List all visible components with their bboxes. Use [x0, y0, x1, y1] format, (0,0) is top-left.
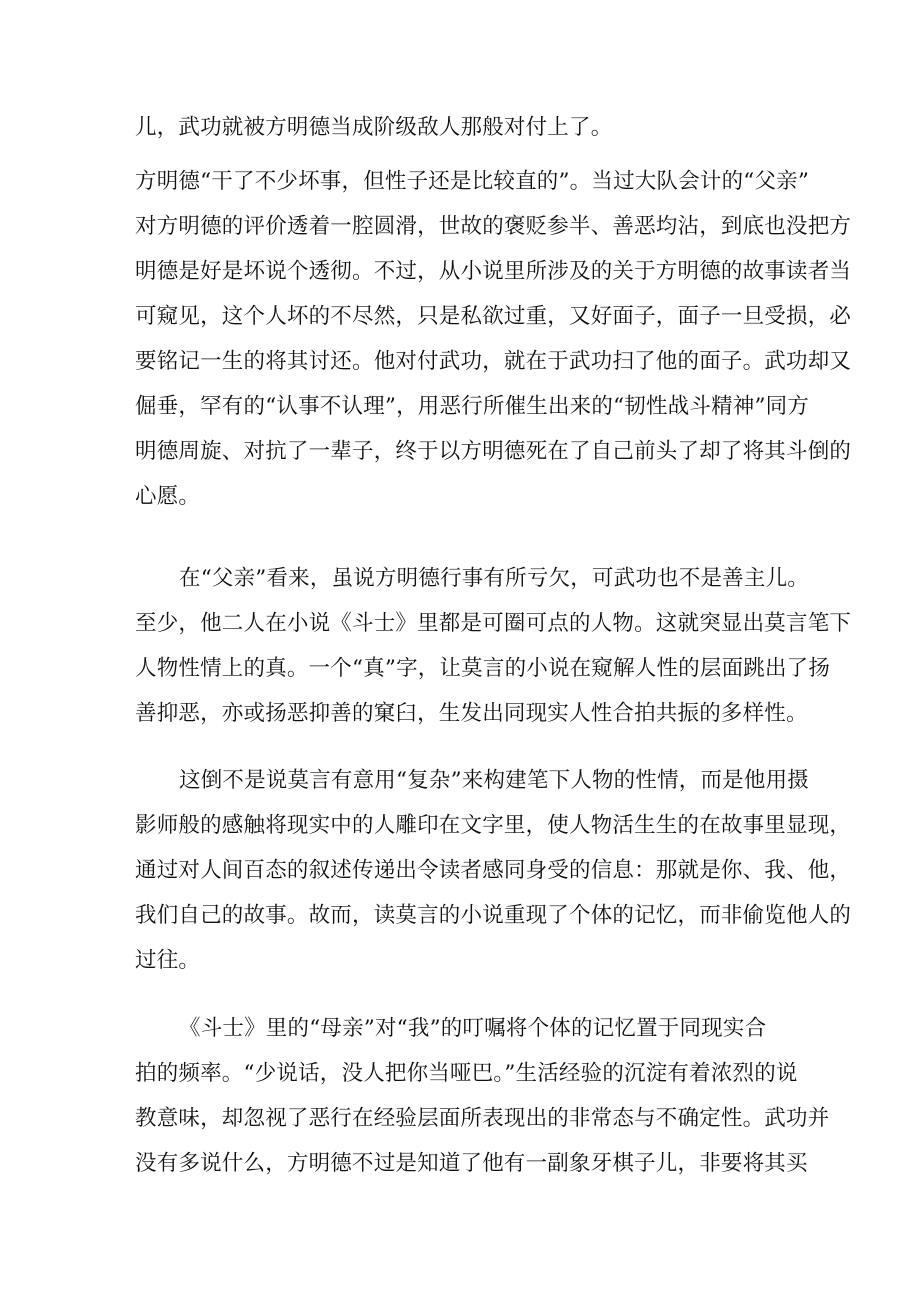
text-line: 过往。 — [135, 948, 201, 973]
paragraph-2 — [135, 159, 851, 519]
text-line: 没有多说什么，方明德不过是知道了他有一副象牙棋子儿，非要将其买 — [135, 1151, 808, 1176]
text-line: 在“父亲”看来，虽说方明德行事有所亏欠，可武功也不是善主儿。 — [179, 566, 809, 591]
text-line: 通过对人间百态的叙述传递出令读者感同身受的信息：那就是你、我、他， — [135, 858, 852, 883]
text-line: 拍的频率。“少说话，没人把你当哑巴。”生活经验的沉淀有着浓烈的说 — [135, 1061, 798, 1086]
paragraph-3 — [135, 556, 851, 736]
text-line: 影师般的感触将现实中的人雕印在文字里，使人物活生生的在故事里显现， — [135, 813, 852, 838]
text-line: 明德周旋、对抗了一辈子，终于以方明德死在了自己前头了却了将其斗倒的 — [135, 439, 852, 464]
paragraph-4 — [135, 758, 851, 983]
text-line: 儿，武功就被方明德当成阶级敌人那般对付上了。 — [135, 115, 613, 140]
text-line: 教意味，却忽视了恶行在经验层面所表现出的非常态与不确定性。武功并 — [135, 1106, 830, 1131]
text-line: 我们自己的故事。故而，读莫言的小说重现了个体的记忆，而非偷览他人的 — [135, 903, 852, 928]
text-line: 可窥见，这个人坏的不尽然，只是私欲过重，又好面子，面子一旦受损，必 — [135, 304, 852, 329]
text-line: 《斗士》里的“母亲”对“我”的叮嘱将个体的记忆置于同现实合 — [179, 1016, 767, 1041]
text-line: 明德是好是坏说个透彻。不过，从小说里所涉及的关于方明德的故事读者当 — [135, 259, 852, 284]
paragraph-1 — [135, 105, 612, 150]
text-line: 方明德“干了不少坏事，但性子还是比较直的”。当过大队会计的“父亲” — [135, 169, 810, 194]
text-line: 善抑恶，亦或扬恶抑善的窠臼，生发出同现实人性合拍共振的多样性。 — [135, 701, 808, 726]
text-line: 对方明德的评价透着一腔圆滑，世故的褒贬参半、善恶均沾，到底也没把方 — [135, 214, 852, 239]
text-line: 人物性情上的真。一个“真”字，让莫言的小说在窥解人性的层面跳出了扬 — [135, 656, 831, 681]
text-line: 这倒不是说莫言有意用“复杂”来构建笔下人物的性情，而是他用摄 — [179, 768, 809, 793]
text-line: 心愿。 — [135, 484, 201, 509]
text-line: 倔垂，罕有的“认事不认理”，用恶行所催生出来的“韧性战斗精神”同方 — [135, 394, 810, 419]
paragraph-5 — [135, 1006, 829, 1186]
text-line: 要铭记一生的将其讨还。他对付武功，就在于武功扫了他的面子。武功却又 — [135, 349, 852, 374]
text-line: 至少，他二人在小说《斗士》里都是可圈可点的人物。这就突显出莫言笔下 — [135, 611, 852, 636]
